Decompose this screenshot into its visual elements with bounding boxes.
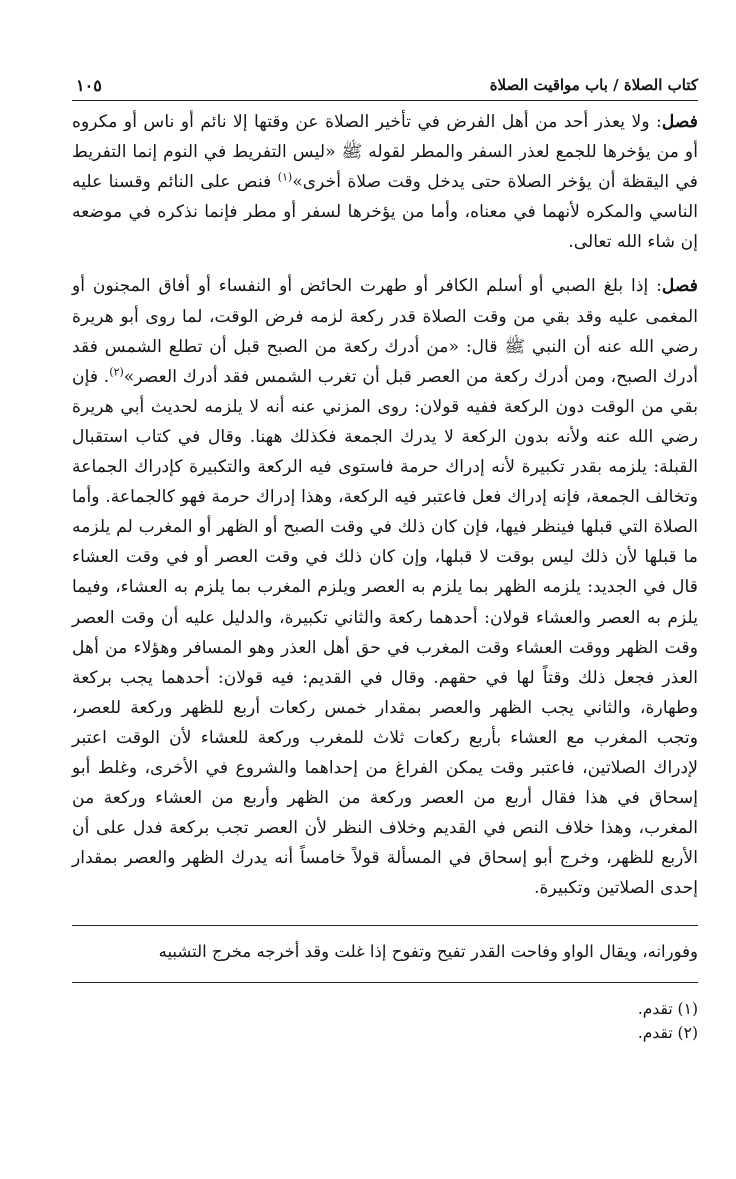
footnote-1: (١) تقدم.: [637, 1000, 698, 1019]
running-header: [72, 70, 698, 101]
running-header-title: كتاب الصلاة / باب مواقيت الصلاة: [489, 76, 698, 94]
footnote-ref-1: (١): [277, 170, 293, 184]
paragraph-2: [72, 271, 698, 903]
main-text: [72, 107, 698, 903]
section-label: فصل: [661, 276, 698, 297]
footnotes: [72, 997, 698, 1045]
carried-footnote-text: وفورانه، ويقال الواو وفاحت القدر تفيح وتفوح إذا غلت وقد أخرجه مخرج التشبيه: [158, 942, 698, 962]
footnote-separator: [72, 925, 698, 926]
paragraph-1-text-b: فنص على النائم وقسنا عليه الناسي والمكره لأنهما في معناه، وأما من يؤخرها لسفر أو مطر فإنما نذكره في موضعه إن شاء الله تعالى.: [72, 172, 698, 253]
footnote-2: (٢) تقدم.: [637, 1024, 698, 1043]
footnote-ref-2: (٢): [109, 365, 124, 379]
footnote-separator-lower: [72, 982, 698, 983]
paragraph-2-text-b: . فإن بقي من الوقت دون الركعة ففيه قولان: روى المزني عنه أنه لا يلزمه لحديث أبي هريرة رضي الله عنه ولأنه بدون الركعة لا يدرك الجمعة فكذلك ههنا. وقال في كتاب استقبال القبلة: يلزمه بقدر تكبيرة لأنه إدراك حرمة فاستوى فيه الركعة والتكبيرة كإدراك الجماعة وتخالف الجمعة، فإنه إدراك فعل فاعتبر فيه الركعة، وهذا إدراك حرمة فهو كالجماعة. وأما الصلاة التي قبلها فينظر فيها، فإن كان ذلك في وقت الصبح أو الظهر أو المغرب لم يلزمه ما قبلها لأن ذلك ليس بوقت لا قبلها، وإن كان ذلك في وقت العصر أو في وقت العشاء قال في الجديد: يلزمه الظهر بما يلزم به العصر ويلزم المغرب بما يلزم به العشاء، وفيما يلزم به العصر والعشاء قولان: أحدهما ركعة والثاني تكبيرة، والدليل عليه أن وقت العصر وقت الظهر ووقت العشاء وقت المغرب في حق أهل العذر وهو المسافر وهؤلاء من أهل العذر فجعل ذلك وقتاً لها في حقهم. وقال في القديم: فيه قولان: أحدهما يجب بركعة وطهارة، والثاني يجب الظهر والعصر بمقدار خمس ركعات أربع للظهر وركعة للعصر، وتجب المغرب مع العشاء بأربع ركعات ثلاث للمغرب وركعة للعشاء لأن الوقت اعتبر لإدراك الصلاتين، فاعتبر وقت يمكن الفراغ من إحداهما والشروع في الأخرى، وغلط أبو إسحاق في هذا فقال أربع من العصر وركعة من الظهر وأربع من العشاء وركعة من المغرب، وهذا خلاف النص في القديم وخلاف النظر لأن العصر تجب بركعة فدل على أن الأربع للظهر، وخرج أبو إسحاق في المسألة قولاً خامساً أنه يدرك الظهر والعصر بمقدار إحدى الصلاتين وتكبيرة.: [72, 366, 698, 899]
section-label: فصل: [661, 112, 698, 132]
page-number: ١٠٥: [76, 76, 102, 95]
paragraph-1-text-a: : ولا يعذر أحد من أهل الفرض في تأخير الصلاة عن وقتها إلا نائم أو ناس أو مكروه أو من يؤخرها للجمع لعذر السفر والمطر لقوله ﷺ «ليس التفريط في النوم إنما التفريط في اليقظة أن يؤخر الصلاة حتى يدخل وقت صلاة أخرى»: [72, 112, 698, 193]
paragraph-1: [72, 107, 698, 257]
book-page: [72, 70, 698, 1139]
paragraph-2-text-a: : إذا بلغ الصبي أو أسلم الكافر أو طهرت الحائض أو النفساء أو أفاق المجنون أو المغمى عليه وقد بقي من وقت الصلاة قدر ركعة لزمه فرض الوقت، لما روى أبو هريرة رضي الله عنه أن النبي ﷺ قال: «من أدرك ركعة من الصبح قبل أن تطلع الشمس فقد أدرك الصبح، ومن أدرك ركعة من العصر قبل أن تغرب الشمس فقد أدرك العصر»: [72, 276, 698, 387]
